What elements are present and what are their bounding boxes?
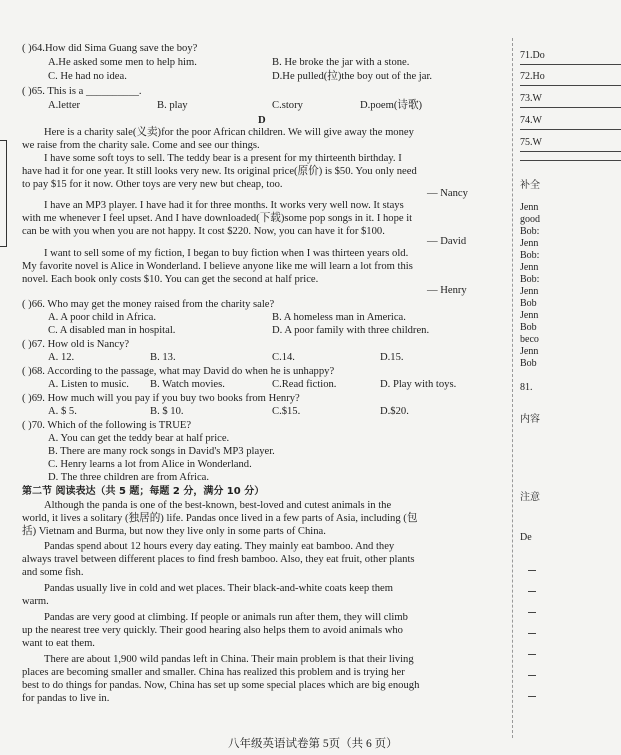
- panda-passage-line: and some fish.: [22, 567, 84, 578]
- q69-option-d: D.$20.: [380, 406, 409, 417]
- rc-supplement-label: 补全: [520, 180, 540, 191]
- q65-option-b: B. play: [157, 100, 188, 111]
- right-column: [520, 40, 621, 750]
- q65-option-a: A.letter: [48, 100, 81, 111]
- answer-line: [528, 570, 536, 571]
- rc-question-81: 81.: [520, 382, 533, 393]
- section-letter-d: D: [258, 115, 266, 126]
- signature-henry: — Henry: [427, 285, 467, 296]
- q67-option-c: C.14.: [272, 352, 295, 363]
- question-67: ( )67. How old is Nancy?: [22, 339, 130, 350]
- column-divider: [512, 38, 513, 738]
- panda-passage-line: best to do things for pandas. Now, China has set up some special places which are big enough: [22, 680, 420, 691]
- rc-dialogue-line: Bob:: [520, 250, 540, 261]
- passage-c-line: to pay $15 for it now. Other toys are very new but cheap, too.: [22, 179, 283, 190]
- answer-line: [528, 612, 536, 613]
- q69-option-c: C.$15.: [272, 406, 301, 417]
- q65-option-d: D.poem(诗歌): [360, 100, 423, 111]
- panda-passage-line: Pandas usually live in cold and wet places. Their black-and-white coats keep them: [44, 583, 393, 594]
- q67-option-b: B. 13.: [150, 352, 176, 363]
- rc-dialogue-line: Jenn: [520, 238, 539, 249]
- q69-option-b: B. $ 10.: [150, 406, 184, 417]
- q70-option-b: B. There are many rock songs in David's MP3 player.: [48, 446, 275, 457]
- answer-line: [520, 64, 621, 65]
- q64-option-b: B. He broke the jar with a stone.: [272, 57, 410, 68]
- question-70: ( )70. Which of the following is TRUE?: [22, 420, 192, 431]
- passage-c-line: we raise from the charity sale. Come and see our things.: [22, 140, 260, 151]
- q70-option-a: A. You can get the teddy bear at half price.: [48, 433, 230, 444]
- question-64: ( )64.How did Sima Guang save the boy?: [22, 43, 198, 54]
- q70-option-c: C. Henry learns a lot from Alice in Wonderland.: [48, 459, 252, 470]
- panda-passage-line: Pandas are very good at climbing. If people or animals run after them, they will climb: [44, 612, 408, 623]
- panda-passage-line: There are about 1,900 wild pandas left in China. Their main problem is that their living: [44, 654, 414, 665]
- passage-c-line: I want to sell some of my fiction, I began to buy fiction when I was thirteen years old.: [44, 248, 409, 259]
- answer-line: [520, 85, 621, 86]
- rc-question-73: 73.W: [520, 93, 542, 104]
- answer-line: [528, 591, 536, 592]
- rc-dialogue-line: Jenn: [520, 310, 539, 321]
- passage-c-line: with me whenever I feel upset. And I have downloaded(下载)some pop songs in it. I hope it: [22, 213, 413, 224]
- q69-option-a: A. $ 5.: [48, 406, 77, 417]
- rc-note-label: 注意: [520, 492, 540, 503]
- q66-option-c: C. A disabled man in hospital.: [48, 325, 176, 336]
- panda-passage-line: for pandas to live in.: [22, 693, 110, 704]
- q66-option-b: B. A homeless man in America.: [272, 312, 406, 323]
- question-66: ( )66. Who may get the money raised from the charity sale?: [22, 299, 275, 310]
- q66-option-d: D. A poor family with three children.: [272, 325, 430, 336]
- rc-question-71: 71.Do: [520, 50, 545, 61]
- passage-c-line: I have an MP3 player. I have had it for three months. It works very well now. It stays: [44, 200, 404, 211]
- passage-c-line: Here is a charity sale(义卖)for the poor African children. We will give away the money: [44, 127, 414, 138]
- panda-passage-line: want to eat them.: [22, 638, 95, 649]
- q64-option-a: A.He asked some men to help him.: [48, 57, 197, 68]
- rc-dialogue-line: Bob: [520, 322, 537, 333]
- answer-line: [528, 675, 536, 676]
- passage-c-line: can be with you when you are not happy. It cost $220. Now, you can have it for $100.: [22, 226, 385, 237]
- passage-c-line: novel. Each book only costs $10. You can get the second at half price.: [22, 274, 319, 285]
- q68-option-b: B. Watch movies.: [150, 379, 225, 390]
- q66-option-a: A. A poor child in Africa.: [48, 312, 156, 323]
- q65-option-c: C.story: [272, 100, 303, 111]
- signature-david: — David: [427, 236, 467, 247]
- section2-heading: 第二节 阅读表达（共 5 题；每题 2 分，满分 10 分）: [22, 486, 265, 497]
- panda-passage-line: places are becoming smaller and smaller. China has realized this problem and is trying her: [22, 667, 405, 678]
- answer-line: [520, 151, 621, 152]
- rc-dialogue-line: Bob: [520, 358, 537, 369]
- q67-option-d: D.15.: [380, 352, 404, 363]
- rc-dialogue-line: Jenn: [520, 202, 539, 213]
- q68-option-a: A. Listen to music.: [48, 379, 129, 390]
- q64-option-d: D.He pulled(拉)the boy out of the jar.: [272, 71, 433, 82]
- question-68: ( )68. According to the passage, what may David do when he is unhappy?: [22, 366, 335, 377]
- page-footer: 八年级英语试卷第 5页（共 6 页）: [228, 738, 398, 750]
- panda-passage-line: warm.: [22, 596, 49, 607]
- rc-dialogue-line: good: [520, 214, 540, 225]
- rc-dialogue-line: Bob: [520, 298, 537, 309]
- rc-dialogue-line: Bob:: [520, 226, 540, 237]
- signature-nancy: — Nancy: [427, 188, 468, 199]
- q68-option-c: C.Read fiction.: [272, 379, 337, 390]
- answer-line: [520, 129, 621, 130]
- panda-passage-line: always travel between different places to find fresh bamboo. Also, they eat fruit, other plants: [22, 554, 415, 565]
- rc-dialogue-line: beco: [520, 334, 539, 345]
- passage-c-line: My favorite novel is Alice in Wonderland. I believe anyone like me will learn a lot from this: [22, 261, 413, 272]
- answer-line: [520, 160, 621, 161]
- q67-option-a: A. 12.: [48, 352, 75, 363]
- q70-option-d: D. The three children are from Africa.: [48, 472, 209, 483]
- question-65: ( )65. This is a __________.: [22, 86, 142, 97]
- passage-c-line: I have some soft toys to sell. The teddy bear is a present for my thirteenth birthday. I: [44, 153, 402, 164]
- rc-question-75: 75.W: [520, 137, 542, 148]
- rc-de-label: De: [520, 532, 532, 543]
- rc-content-label: 内容: [520, 414, 540, 425]
- rc-dialogue-line: Jenn: [520, 346, 539, 357]
- rc-dialogue-line: Bob:: [520, 274, 540, 285]
- q64-option-c: C. He had no idea.: [48, 71, 127, 82]
- rc-question-72: 72.Ho: [520, 71, 545, 82]
- panda-passage-line: Although the panda is one of the best-known, best-loved and cutest animals in the: [44, 500, 392, 511]
- answer-line: [528, 633, 536, 634]
- main-column: [22, 42, 492, 732]
- panda-passage-line: 括) Vietnam and Burma, but now they live only in some parts of China.: [22, 526, 326, 537]
- passage-c-line: have had it for one year. It still looks very new. Its original price(原价) is $50. You only need: [22, 166, 417, 177]
- question-69: ( )69. How much will you pay if you buy two books from Henry?: [22, 393, 300, 404]
- panda-passage-line: up the nearest tree very quickly. Their good hearing also helps them to avoid animals who: [22, 625, 403, 636]
- panda-passage-line: world, it lives a solitary (独居的) life. Pandas once lived in a few parts of Asia, including (包: [22, 513, 418, 524]
- left-margin-bracket: [0, 140, 7, 247]
- rc-dialogue-line: Jenn: [520, 286, 539, 297]
- rc-question-74: 74.W: [520, 115, 542, 126]
- q68-option-d: D. Play with toys.: [380, 379, 457, 390]
- panda-passage-line: Pandas spend about 12 hours every day eating. They mainly eat bamboo. And they: [44, 541, 395, 552]
- answer-line: [528, 654, 536, 655]
- rc-dialogue-line: Jenn: [520, 262, 539, 273]
- answer-line: [520, 107, 621, 108]
- answer-line: [528, 696, 536, 697]
